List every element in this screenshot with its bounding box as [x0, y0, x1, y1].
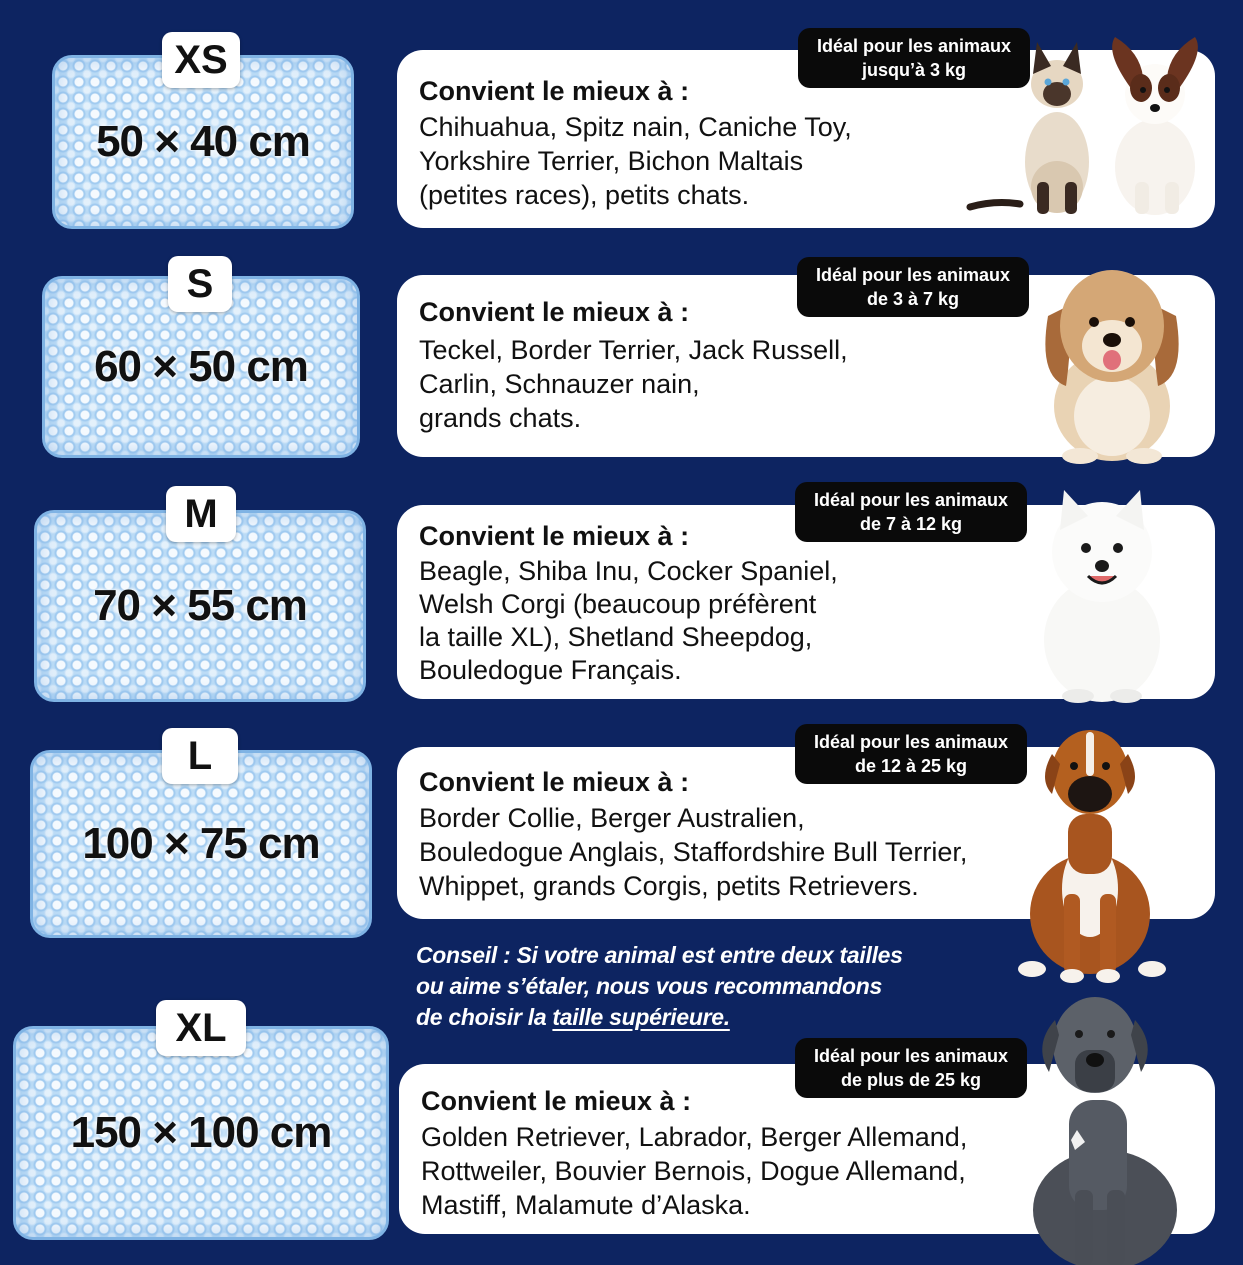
breed-list: Golden Retriever, Labrador, Berger Allemand, Rottweiler, Bouvier Bernois, Dogue Allemand, Mastiff, Malamute d’Alaska. — [421, 1122, 968, 1220]
weight-badge-m — [795, 482, 1027, 542]
pad-dimensions: 70 × 55 cm — [93, 581, 307, 630]
card-heading: Convient le mieux à : — [419, 297, 690, 327]
size-tag-m: M — [166, 486, 236, 542]
badge-line-2: de plus de 25 kg — [840, 1070, 982, 1090]
size-tag-s: S — [168, 256, 232, 312]
badge-line-1: Idéal pour les animaux — [813, 1046, 1009, 1066]
breed-list: Border Collie, Berger Australien, Bouledogue Anglais, Staffordshire Bull Terrier, Whippet, grands Corgis, petits Retrievers. — [419, 803, 968, 901]
weight-badge-xl — [795, 1038, 1027, 1098]
advice-line-2: ou aime s’étaler, nous vous recommandons — [416, 973, 883, 999]
pad-dimensions: 150 × 100 cm — [70, 1108, 332, 1157]
badge-line-1: Idéal pour les animaux — [815, 265, 1011, 285]
pad-dimensions: 60 × 50 cm — [94, 342, 308, 391]
boxer-dog-illustration — [1018, 724, 1168, 986]
breed-list: Beagle, Shiba Inu, Cocker Spaniel, Welsh Corgi (beaucoup préfèrent la taille XL), Shetland Sheepdog, Bouledogue Français. — [419, 556, 838, 685]
size-tag-xl: XL — [156, 1000, 246, 1056]
card-heading: Convient le mieux à : — [419, 521, 690, 551]
great-dane-illustration — [1015, 990, 1195, 1265]
card-heading: Convient le mieux à : — [419, 767, 690, 797]
advice-line-1: Conseil : Si votre animal est entre deux tailles — [416, 942, 903, 968]
size-tag-l: L — [162, 728, 238, 784]
breed-list: Teckel, Border Terrier, Jack Russell, Carlin, Schnauzer nain, grands chats. — [419, 335, 848, 433]
badge-line-1: Idéal pour les animaux — [816, 36, 1012, 56]
cat-and-dog-illustration — [965, 32, 1215, 217]
advice-emphasis: taille supérieure. — [552, 1004, 730, 1030]
weight-badge-s — [797, 257, 1029, 317]
card-heading: Convient le mieux à : — [421, 1086, 692, 1116]
weight-badge-l — [795, 724, 1027, 784]
badge-line-2: de 12 à 25 kg — [854, 756, 968, 776]
badge-line-1: Idéal pour les animaux — [813, 490, 1009, 510]
badge-line-1: Idéal pour les animaux — [813, 732, 1009, 752]
pad-dimensions: 100 × 75 cm — [82, 819, 320, 868]
advice-line-3 — [416, 1002, 916, 1033]
advice-line-3-prefix: de choisir la — [416, 1004, 553, 1030]
size-tag-xs: XS — [162, 32, 240, 88]
badge-line-2: de 3 à 7 kg — [866, 289, 960, 309]
badge-line-2: de 7 à 12 kg — [859, 514, 963, 534]
badge-line-2: jusqu’à 3 kg — [861, 60, 967, 80]
breed-list: Chihuahua, Spitz nain, Caniche Toy, Yorkshire Terrier, Bichon Maltais (petites races), petits chats. — [419, 112, 852, 210]
card-heading: Convient le mieux à : — [419, 76, 690, 106]
white-spitz-illustration — [1030, 490, 1175, 705]
fluffy-dog-illustration — [1028, 256, 1196, 466]
advice-text — [416, 940, 916, 1033]
pad-dimensions: 50 × 40 cm — [96, 117, 310, 166]
pad-xl — [13, 1026, 389, 1240]
